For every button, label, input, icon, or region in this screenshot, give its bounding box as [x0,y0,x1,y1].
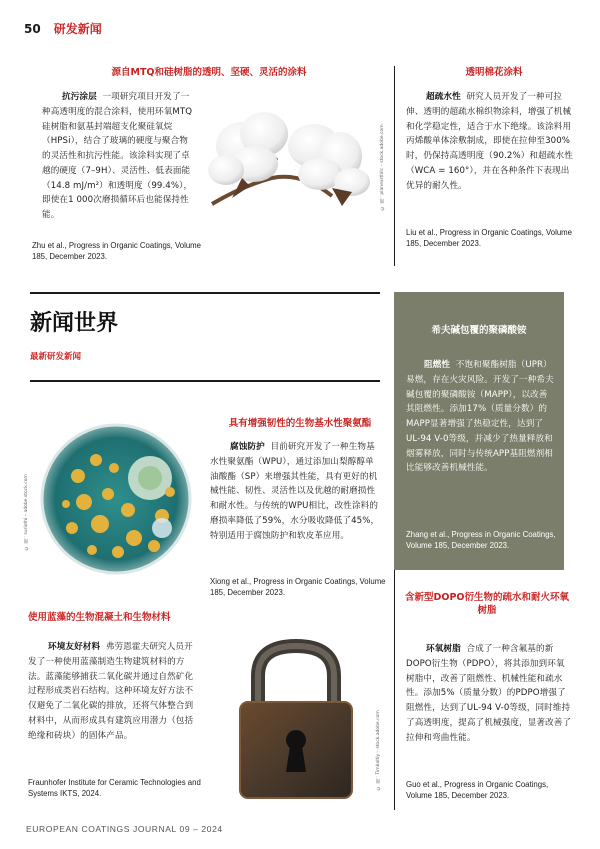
article2-text: 研究人员开发了一种可拉伸、透明的超疏水棉织物涂料，增强了机械和化学稳定性，适合于水下绝缘。该涂料用丙烯酸单体涂敷制成，即使在拉伸至300%时，仍保持高透明度（90.2%）和超疏水性（WCA = 160°），并在各种条件下表现出优异的耐久性。 [406,92,573,191]
article4-text: 目前研究开发了一种生物基水性聚氨酯（WPU），通过添加山梨醇醇单油酸酯（SP）来增强其性能，具有更好的机械性能、韧性、灵活性以及优越的耐磨损性和耐水性。与传统的WPU相比，改性涂料的磨损率降低了59%，水分吸收降低了45%，特别适用于腐蚀防护和软皮革应用。 [210,442,380,541]
column-divider-top [394,66,395,266]
article5-title: 使用蓝藻的生物混凝土和生物材料 [28,612,171,623]
section-title: 研发新闻 [53,22,102,36]
news-world-heading: 新闻世界 [30,311,119,336]
padlock-image [228,636,364,806]
article6-text: 合成了一种含氟基的新DOPO衍生物（PDPO），将其添加到环氧树脂中，改善了阻燃性、机械性能和疏水性。添加5%（质量分数）的PDPO增强了阻燃性，达到了UL-94 V-0等级，同时维持了高透明度，提高了机械强度，显著改善了拉伸和弯曲性能。 [406,644,572,743]
article5-citation: Fraunhofer Institute for Ceramic Technologies and Systems IKTS, 2024. [28,778,201,798]
article3-title: 希夫碱包覆的聚磷酸铵 [431,325,527,336]
article5-photo-credit: © 图：Timbaltiy – stock.adobe.com [376,710,381,790]
article1-title: 源自MTQ和硅树脂的透明、坚硬、灵活的涂料 [111,67,307,78]
article6-lead: 环氧树脂 [426,644,461,654]
padlock-illustration [228,636,364,806]
article2-title: 透明棉花涂料 [465,67,523,78]
cotton-illustration [202,86,376,228]
article2-body [406,90,574,193]
article5-lead: 环境友好材料 [48,642,101,652]
article5-text: 弗劳恩霍夫研究人员开发了一种使用蓝藻制造生物建筑材料的方法。蓝藻能够捕获二氧化碳并通过自然矿化过程形成类岩石结构。这种环境友好方法不仅避免了二氧化碳的排放，还将气体整合到材料中，从而形成具有建筑应用潜力（包括绝缘和砖块）的固体产品。 [28,642,194,741]
footer-journal: EUROPEAN COATINGS JOURNAL 09 – 2024 [26,824,223,834]
article1-photo-credit: © 图：planearthllc – stock.adobe.com [380,124,385,210]
petri-dish-illustration [38,420,194,578]
news-world-bottom-rule [30,380,380,382]
article1-lead: 抗污涂层 [62,92,97,102]
article1-body [42,90,194,223]
news-world-subheading: 最新研发新闻 [30,352,82,362]
article1-text: 一项研究项目开发了一种高透明度的混合涂料，使用环氧MTQ硅树脂和氨基封端超支化聚硅氧烷（HPSi），结合了玻璃的硬度与聚合物的灵活性和抗污性能。该涂料实现了卓越的硬度（7–9H）、灵活性、低表面能（14.8 mJ/m²）和透明度（99.4%），即使在1 000次磨损循环后也能保持性能。 [42,92,193,221]
article4-citation: Xiong et al., Progress in Organic Coatings, Volume 185, December 2023. [210,577,386,597]
article3-panel [394,292,564,570]
page-header [24,18,584,34]
article4-body [210,440,382,543]
article3-text: 不饱和聚酯树脂（UPR）易燃，存在火灾风险。开发了一种希夫碱包覆的聚磷酸铵（MAPP），以改善其阻燃性。添加17%（质量分数）的MAPP显著增强了热稳定性，达到了UL-94 V-0等级，并减少了热量释放和烟雾释放，同时与传统APP基阻燃剂相比能够改善机械性能。 [406,360,554,474]
article5-body [28,640,198,743]
article1-citation: Zhu et al., Progress in Organic Coatings, Volume 185, December 2023. [32,241,202,261]
article2-citation: Liu et al., Progress in Organic Coatings, Volume 185, December 2023. [406,228,572,248]
article3-citation: Zhang et al., Progress in Organic Coatings, Volume 185, December 2023. [406,530,556,550]
column-divider-middle [394,570,395,810]
article3-body [406,358,556,476]
petri-dish-image [38,420,194,578]
page-number: 50 [24,22,41,36]
article4-photo-credit: © 图：suriothi – adobe.stock.com [24,474,29,550]
news-world-top-rule [30,292,380,294]
article4-lead: 腐蚀防护 [230,442,265,452]
article6-citation: Guo et al., Progress in Organic Coatings, Volume 185, December 2023. [406,780,549,800]
article3-lead: 阻燃性 [424,360,451,370]
cotton-image [202,86,376,228]
article6-body [406,642,572,745]
article2-lead: 超疏水性 [426,92,461,102]
article6-title: 含新型DOPO衍生物的疏水和耐火环氧树脂 [404,592,569,616]
article4-title: 具有增强韧性的生物基水性聚氨酯 [228,418,372,429]
